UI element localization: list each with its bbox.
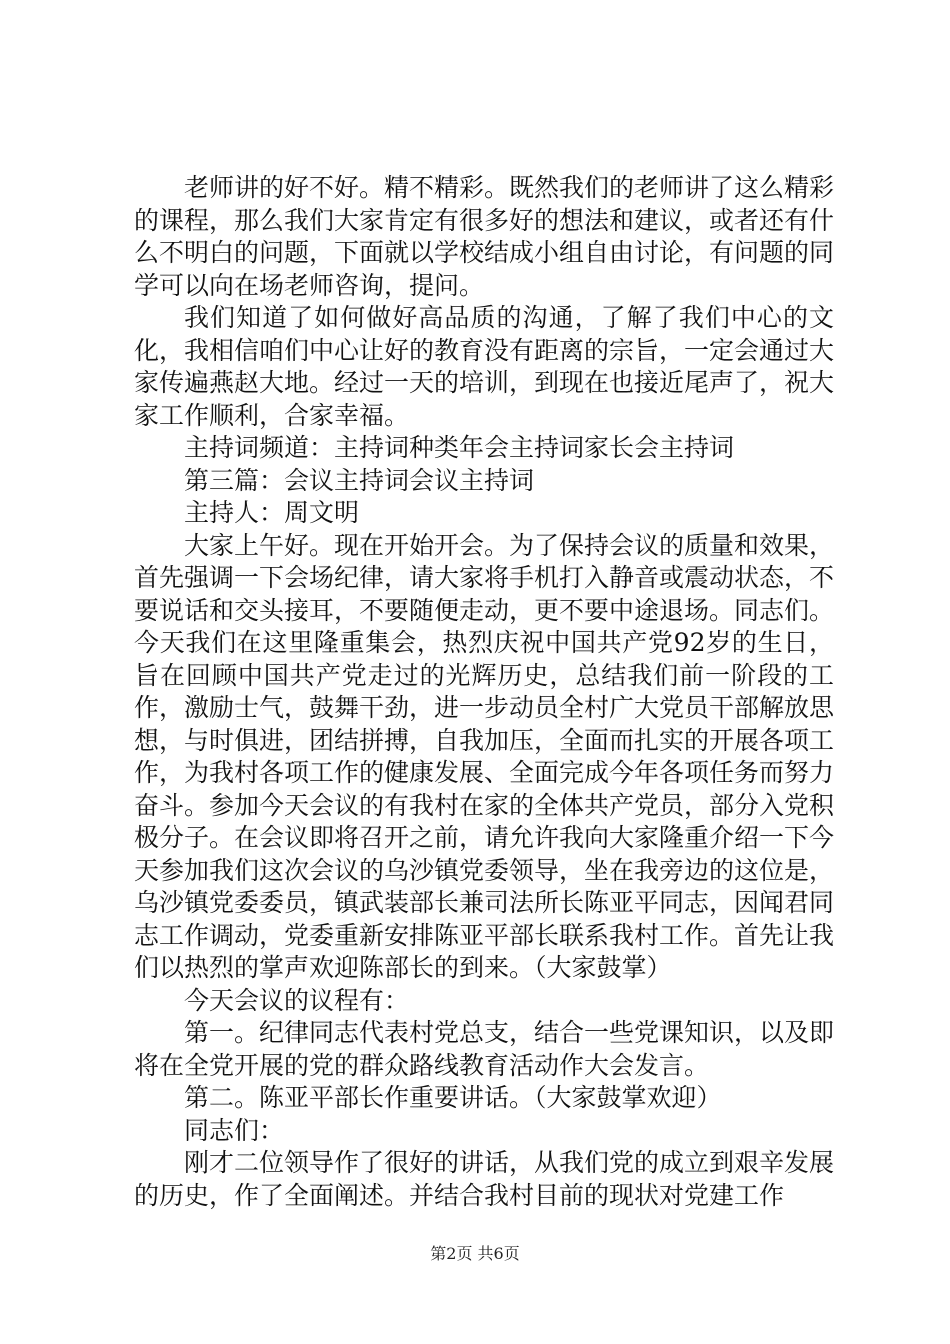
- paragraph: 主持人：周文明: [184, 498, 360, 527]
- paragraph: 大家上午好。现在开始开会。为了保持会议的质量和效果，首先强调一下会场纪律，请大家将手机打入静音或震动状态，不要说话和交头接耳，不要随便走动，更不要中途退场。同志们。今天我们在这里隆重集会，热烈庆祝中国共产党92岁的生日，旨在回顾中国共产党走过的光辉历史，总结我们前一阶段的工作，激励士气，鼓舞干劲，进一步动员全村广大党员干部解放思想，与时俱进，团结拼搏，自我加压，全面而扎实的开展各项工作，为我村各项工作的健康发展、全面完成今年各项任务而努力奋斗。参加今天会议的有我村在家的全体共产党员，部分入党积极分子。在会议即将召开之前，请允许我向大家隆重介绍一下今天参加我们这次会议的乌沙镇党委领导，坐在我旁边的这位是，乌沙镇党委委员，镇武装部长兼司法所长陈亚平同志，因闻君同志工作调动，党委重新安排陈亚平部长联系我村工作。首先让我们以热烈的掌声欢迎陈部长的到来。（大家鼓掌）: [134, 530, 835, 982]
- paragraph: 主持词频道：主持词种类年会主持词家长会主持词: [184, 433, 735, 462]
- paragraph: 第二。陈亚平部长作重要讲话。（大家鼓掌欢迎）: [184, 1083, 722, 1112]
- paragraph: 今天会议的议程有：: [184, 985, 410, 1015]
- paragraph: 我们知道了如何做好高品质的沟通，了解了我们中心的文化，我相信咱们中心让好的教育没有距离的宗旨，一定会通过大家传遍燕赵大地。经过一天的培训，到现在也接近尾声了，祝大家工作顺利，合家幸福。: [134, 303, 835, 430]
- paragraph: 老师讲的好不好。精不精彩。既然我们的老师讲了这么精彩的课程，那么我们大家肯定有很多好的想法和建议，或者还有什么不明白的问题，下面就以学校结成小组自由讨论，有问题的同学可以向在场老师咨询，提问。: [134, 173, 835, 300]
- document-body: [134, 172, 834, 1212]
- section-heading: 第三篇：会议主持词会议主持词: [184, 465, 535, 495]
- paragraph: 第一。纪律同志代表村党总支，结合一些党课知识，以及即将在全党开展的党的群众路线教育活动作大会发言。: [134, 1018, 835, 1080]
- paragraph: 同志们：: [184, 1115, 285, 1145]
- paragraph: 刚才二位领导作了很好的讲话，从我们党的成立到艰辛发展的历史，作了全面阐述。并结合我村目前的现状对党建工作: [134, 1148, 835, 1210]
- page-footer: 第2页 共6页: [430, 1244, 520, 1263]
